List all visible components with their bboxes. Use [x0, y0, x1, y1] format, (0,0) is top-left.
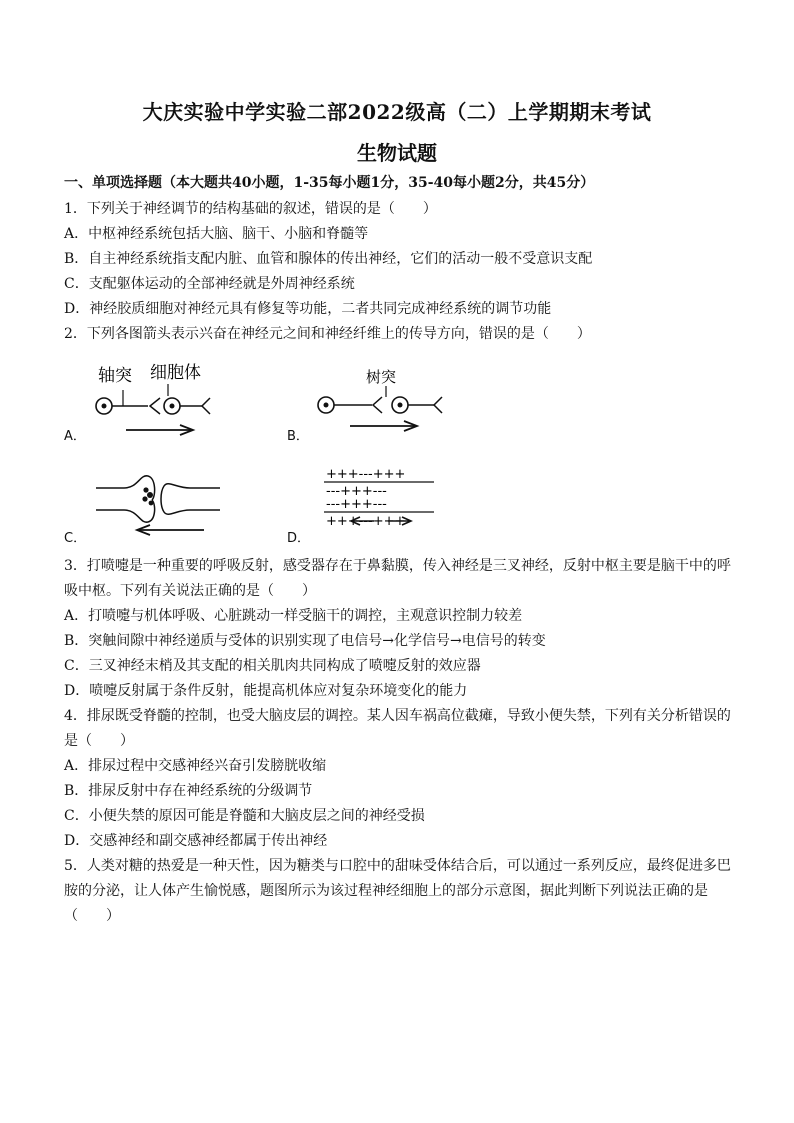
- q1-option-a: A．中枢神经系统包括大脑、脑干、小脑和脊髓等: [64, 226, 369, 242]
- figure-d-diagram: [322, 464, 438, 536]
- q3-stem-line-2: 吸中枢。下列有关说法正确的是（ ）: [64, 583, 316, 599]
- q2-figure-c: [96, 466, 222, 542]
- charge-row-4: +++---+++: [326, 514, 406, 529]
- label-axon: 轴突: [98, 366, 132, 386]
- q2-stem: 2．下列各图箭头表示兴奋在神经元之间和神经纤维上的传导方向，错误的是（ ）: [64, 326, 591, 342]
- figure-a-diagram: [86, 356, 236, 442]
- q2-option-c-label: C．: [64, 531, 87, 546]
- q2-option-a-label: A．: [64, 429, 86, 444]
- charge-row-2: ---+++---: [326, 484, 387, 499]
- q3-option-a: A．打喷嚏与机体呼吸、心脏跳动一样受脑干的调控，主观意识控制力较差: [64, 608, 523, 624]
- q2-option-d-label: D．: [287, 531, 311, 546]
- q3-stem-line-1: 3．打喷嚏是一种重要的呼吸反射，感受器存在于鼻黏膜，传入神经是三叉神经，反射中枢主要是脑干中的呼: [64, 558, 731, 574]
- q4-option-a: A．排尿过程中交感神经兴奋引发膀胱收缩: [64, 758, 327, 774]
- section-heading: 一、单项选择题（本大题共40小题，1-35每小题1分，35-40每小题2分，共45分）: [64, 175, 595, 191]
- q3-option-b: B．突触间隙中神经递质与受体的识别实现了电信号→化学信号→电信号的转变: [64, 633, 546, 649]
- q2-figure-a: [86, 356, 236, 442]
- q2-figure-d: [322, 464, 438, 536]
- subject-title: 生物试题: [357, 141, 437, 165]
- label-cellbody: 细胞体: [150, 363, 201, 383]
- q2-figure-b: [310, 362, 460, 442]
- q5-stem-line-1: 5．人类对糖的热爱是一种天性，因为糖类与口腔中的甜味受体结合后，可以通过一系列反应，最终促进多巴: [64, 858, 731, 874]
- charge-row-1: +++---+++: [326, 467, 406, 482]
- q4-option-c: C．小便失禁的原因可能是脊髓和大脑皮层之间的神经受损: [64, 808, 425, 824]
- q5-stem-line-2: 胺的分泌，让人体产生愉悦感，题图所示为该过程神经细胞上的部分示意图，据此判断下列说法正确的是: [64, 883, 708, 899]
- charge-row-3: ---+++---: [326, 497, 387, 512]
- label-dendrite: 树突: [366, 368, 397, 386]
- q4-option-b: B．排尿反射中存在神经系统的分级调节: [64, 783, 313, 799]
- q4-stem-line-1: 4．排尿既受脊髓的控制，也受大脑皮层的调控。某人因车祸高位截瘫，导致小便失禁，下列有关分析错误的: [64, 708, 731, 724]
- q1-option-b: B．自主神经系统指支配内脏、血管和腺体的传出神经，它们的活动一般不受意识支配: [64, 251, 593, 267]
- q5-stem-line-3: （ ）: [64, 908, 120, 924]
- q4-option-d: D．交感神经和副交感神经都属于传出神经: [64, 833, 328, 849]
- q1-option-d: D．神经胶质细胞对神经元具有修复等功能，二者共同完成神经系统的调节功能: [64, 301, 552, 317]
- q1-stem: 1．下列关于神经调节的结构基础的叙述，错误的是（ ）: [64, 201, 437, 217]
- exam-title: 大庆实验中学实验二部2022级高（二）上学期期末考试: [142, 100, 652, 124]
- figure-c-diagram: [96, 466, 222, 542]
- q3-option-c: C．三叉神经末梢及其支配的相关肌肉共同构成了喷嚏反射的效应器: [64, 658, 481, 674]
- q2-option-b-label: B．: [287, 429, 309, 444]
- figure-b-diagram: [310, 362, 460, 442]
- q4-stem-line-2: 是（ ）: [64, 733, 134, 749]
- q3-option-d: D．喷嚏反射属于条件反射，能提高机体应对复杂环境变化的能力: [64, 683, 468, 699]
- q1-option-c: C．支配躯体运动的全部神经就是外周神经系统: [64, 276, 355, 292]
